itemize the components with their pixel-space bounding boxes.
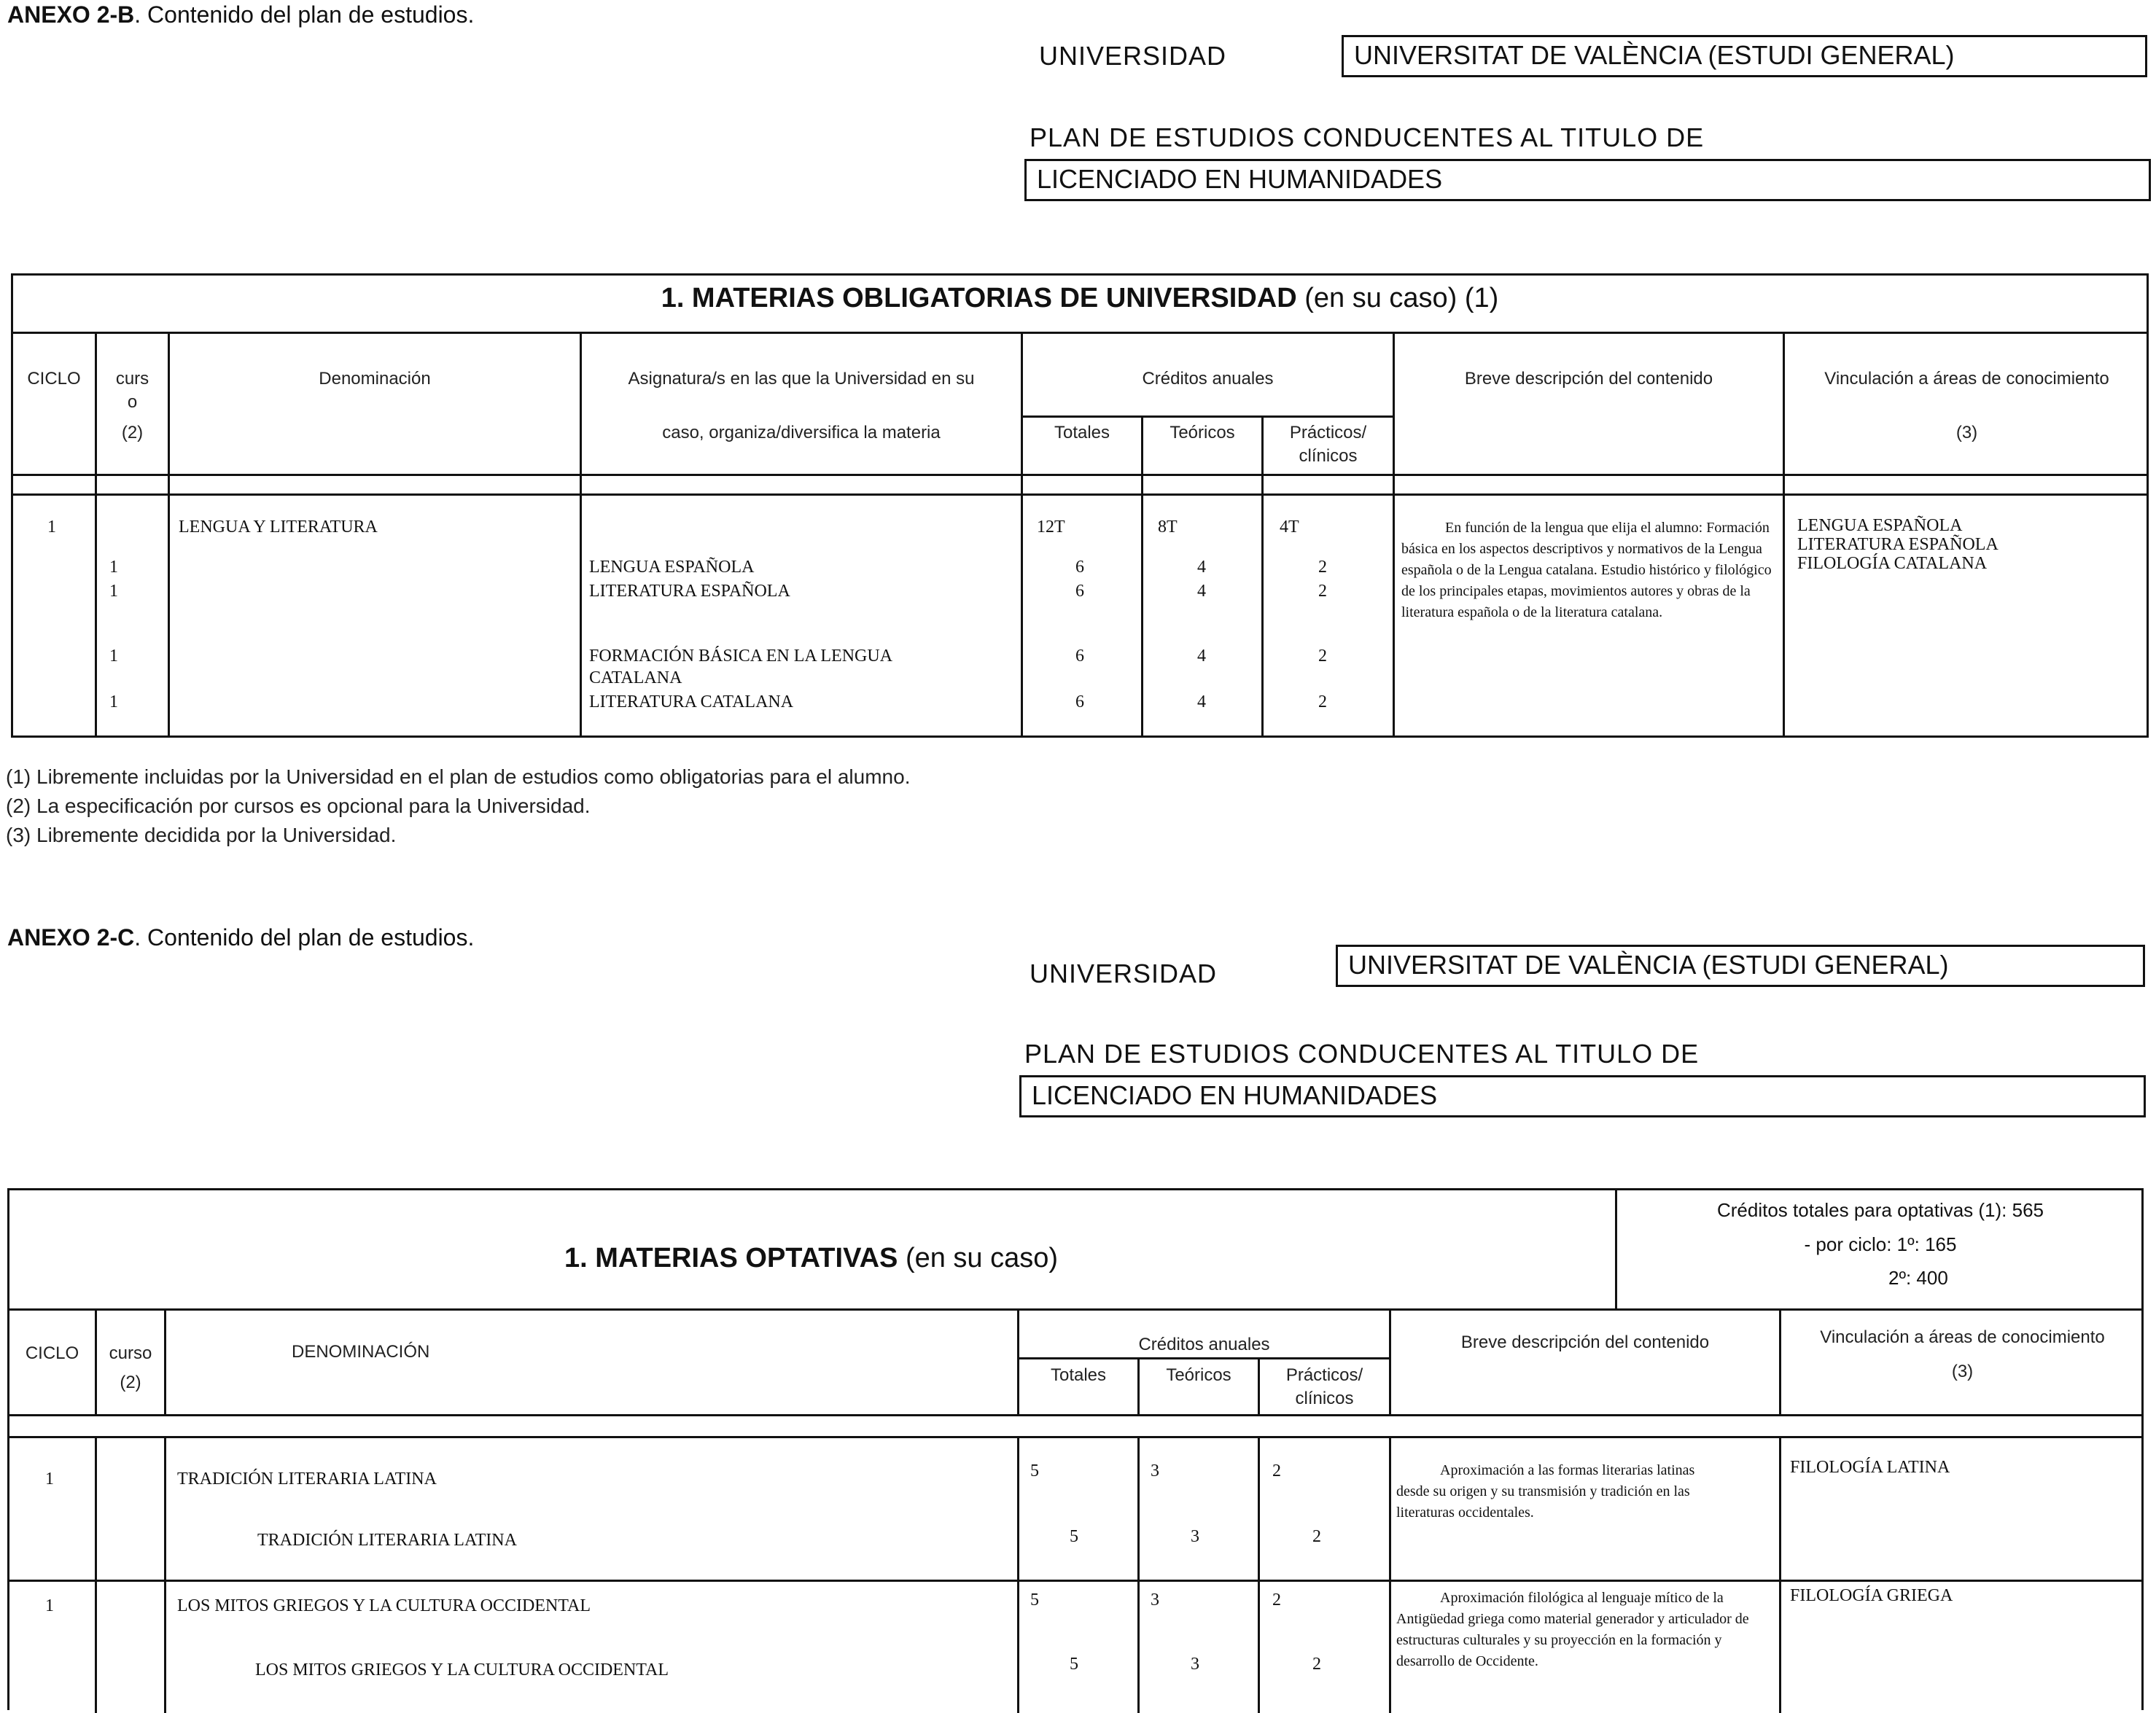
annex-b-asig-name: FORMACIÓN BÁSICA EN LA LENGUA — [589, 647, 893, 666]
annex-b-th-practicos-a: Prácticos/ — [1289, 423, 1367, 442]
annex-c-sub-name: LOS MITOS GRIEGOS Y LA CULTURA OCCIDENTAL — [255, 1661, 669, 1679]
annex-b-th-curso-c: (2) — [121, 423, 144, 442]
annex-b-obligatorias-table — [11, 273, 2149, 738]
annex-c-university-value: UNIVERSITAT DE VALÈNCIA (ESTUDI GENERAL) — [1336, 945, 2145, 987]
annex-b-th-ciclo: CICLO — [27, 369, 81, 389]
annex-c-materia-teoricos: 3 — [1151, 1462, 1159, 1480]
annex-b-asig-name: LITERATURA ESPAÑOLA — [589, 582, 790, 601]
annex-b-asig-practicos: 2 — [1318, 558, 1327, 577]
annex-c-th-vinculacion-a: Vinculación a áreas de conocimiento — [1820, 1327, 2105, 1347]
annex-b-materia-area-1: LENGUA ESPAÑOLA — [1797, 516, 1963, 535]
annex-b-th-asignatura-a: Asignatura/s en las que la Universidad en su — [628, 369, 975, 389]
annex-c-materia-area: FILOLOGÍA LATINA — [1790, 1458, 1950, 1477]
annex-c-section-title-bold: 1. MATERIAS OPTATIVAS — [564, 1243, 898, 1273]
annex-b-col-line — [1393, 332, 1395, 738]
annex-c-th-ciclo: CICLO — [25, 1343, 79, 1363]
annex-c-col-line — [1017, 1436, 1019, 1713]
annex-b-asig-name-line2: CATALANA — [589, 668, 682, 687]
annex-c-sub-totales: 5 — [1070, 1655, 1078, 1674]
annex-c-col-line — [164, 1436, 166, 1713]
annex-b-th-denominacion: Denominación — [319, 369, 431, 389]
annex-c-section-title — [7, 1243, 1615, 1274]
annex-c-col-line — [95, 1436, 97, 1713]
annex-b-asig-name: LENGUA ESPAÑOLA — [589, 558, 755, 577]
annex-c-materia-area: FILOLOGÍA GRIEGA — [1790, 1586, 1953, 1605]
annex-b-th-asignatura-b: caso, organiza/diversifica la materia — [662, 423, 941, 442]
annex-c-sub-teoricos: 3 — [1191, 1655, 1199, 1674]
annex-b-asig-totales: 6 — [1075, 647, 1084, 666]
annex-b-th-curso-b: o — [127, 392, 138, 412]
annex-c-materia-name: LOS MITOS GRIEGOS Y LA CULTURA OCCIDENTAL — [177, 1596, 591, 1615]
annex-b-th-descripcion: Breve descripción del contenido — [1464, 369, 1713, 389]
annex-c-col-line — [1389, 1308, 1391, 1414]
annex-b-materia-ciclo: 1 — [47, 518, 56, 536]
annex-b-th-totales: Totales — [1054, 423, 1110, 442]
annex-b-asig-teoricos: 4 — [1197, 647, 1206, 666]
annex-c-materia-description: Aproximación filológica al lenguaje mítico de la Antigüedad griega como material generador y articulador de estructuras culturales y su proyección en la formación y desarrollo de Occidente. — [1396, 1590, 1749, 1669]
annex-c-col-line — [164, 1308, 166, 1414]
annex-b-asig-totales: 6 — [1075, 692, 1084, 711]
annex-b-col-line — [580, 332, 582, 738]
annex-c-sub-name: TRADICIÓN LITERARIA LATINA — [257, 1531, 517, 1550]
annex-c-col-line — [1779, 1436, 1781, 1713]
annex-c-materia-practicos: 2 — [1272, 1591, 1281, 1609]
annex-c-section-title-rest: (en su caso) — [898, 1243, 1059, 1273]
annex-c-title-rest: . Contenido del plan de estudios. — [134, 924, 475, 951]
annex-b-footnote-1: (1) Libremente incluidas por la Universidad en el plan de estudios como obligatorias para el alumno. — [6, 765, 911, 788]
annex-b-header-divider-bottom — [11, 493, 2149, 496]
annex-c-materia-teoricos: 3 — [1151, 1591, 1159, 1609]
annex-b-asig-totales: 6 — [1075, 582, 1084, 601]
annex-c-credits-total: Créditos totales para optativas (1): 565 — [1716, 1199, 2044, 1221]
annex-c-th-practicos-a: Prácticos/ — [1285, 1365, 1363, 1385]
annex-c-col-line — [1258, 1436, 1260, 1713]
annex-b-footnote-2: (2) La especificación por cursos es opcional para la Universidad. — [6, 795, 591, 817]
annex-c-title-divider — [7, 1308, 2144, 1311]
annex-b-materia-description: En función de la lengua que elija el alumno: Formación básica en los aspectos descriptivos y normativos de la Lengua española o de la Lengua catalana. Estudio histórico y filológico de los principales etapas, movimientos autores y obras de la literatura española o de la literatura catalana. — [1401, 520, 1772, 620]
annex-b-university-value: UNIVERSITAT DE VALÈNCIA (ESTUDI GENERAL) — [1342, 35, 2147, 77]
annex-c-th-vinculacion-b: (3) — [1951, 1362, 1974, 1381]
annex-c-materia-name: TRADICIÓN LITERARIA LATINA — [177, 1470, 437, 1488]
annex-b-title-bold: ANEXO 2-B — [7, 1, 135, 28]
annex-b-materia-teoricos: 8T — [1158, 518, 1178, 536]
annex-b-th-practicos-b: clínicos — [1299, 446, 1358, 466]
annex-c-col-line — [1017, 1308, 1019, 1414]
annex-c-credits-ciclo1: - por ciclo: 1º: 165 — [1804, 1233, 1957, 1255]
annex-b-col-line — [1021, 332, 1023, 738]
annex-c-th-practicos-b: clínicos — [1295, 1389, 1354, 1408]
annex-c-title — [7, 924, 474, 951]
annex-b-plan-label: PLAN DE ESTUDIOS CONDUCENTES AL TITULO DE — [1030, 122, 1705, 152]
annex-c-credits-ciclo2: 2º: 400 — [1888, 1267, 1948, 1289]
annex-c-credits-divider — [1017, 1357, 1389, 1359]
annex-b-asig-teoricos: 4 — [1197, 582, 1206, 601]
annex-b-th-creditos: Créditos anuales — [1142, 369, 1274, 389]
annex-b-section-title-bold: 1. MATERIAS OBLIGATORIAS DE UNIVERSIDAD — [661, 283, 1297, 313]
annex-b-materia-area-3: FILOLOGÍA CATALANA — [1797, 554, 1988, 573]
annex-c-th-totales: Totales — [1050, 1365, 1107, 1385]
annex-c-sub-teoricos: 3 — [1191, 1527, 1199, 1546]
annex-b-materia-totales: 12T — [1037, 518, 1065, 536]
annex-b-asig-practicos: 2 — [1318, 692, 1327, 711]
annex-b-asig-curso: 1 — [109, 582, 118, 601]
annex-c-materia-description: Aproximación a las formas literarias latinas desde su origen y su transmisión y tradición en las literaturas occidentales. — [1396, 1462, 1695, 1521]
annex-c-col-line — [1389, 1436, 1391, 1713]
annex-c-sub-practicos: 2 — [1312, 1527, 1321, 1546]
annex-b-asig-curso: 1 — [109, 692, 118, 711]
annex-c-materia-practicos: 2 — [1272, 1462, 1281, 1480]
annex-b-materia-name: LENGUA Y LITERATURA — [179, 518, 378, 536]
annex-c-title-bold: ANEXO 2-C — [7, 924, 135, 951]
annex-b-asig-curso: 1 — [109, 558, 118, 577]
annex-c-plan-label: PLAN DE ESTUDIOS CONDUCENTES AL TITULO DE — [1024, 1039, 1700, 1069]
annex-b-asig-curso: 1 — [109, 647, 118, 666]
annex-c-materia-ciclo: 1 — [45, 1596, 54, 1615]
annex-b-asig-teoricos: 4 — [1197, 692, 1206, 711]
annex-c-th-teoricos: Teóricos — [1166, 1365, 1231, 1385]
annex-b-th-curso-a: curs — [115, 369, 149, 389]
annex-b-materia-practicos: 4T — [1280, 518, 1299, 536]
annex-c-materia-totales: 5 — [1030, 1462, 1039, 1480]
annex-b-asig-practicos: 2 — [1318, 582, 1327, 601]
annex-b-col-line — [1141, 415, 1143, 738]
annex-c-th-curso-b: (2) — [120, 1373, 141, 1392]
annex-c-th-creditos: Créditos anuales — [1138, 1335, 1270, 1354]
annex-b-section-title-rest: (en su caso) (1) — [1296, 283, 1499, 313]
annex-c-university-label: UNIVERSIDAD — [1030, 959, 1218, 988]
annex-b-col-line — [168, 332, 170, 738]
annex-b-th-vinculacion-a: Vinculación a áreas de conocimiento — [1824, 369, 2109, 389]
annex-c-col-line — [1137, 1436, 1140, 1713]
annex-b-footnote-3: (3) Libremente decidida por la Universidad. — [6, 824, 397, 846]
annex-b-title — [7, 1, 474, 28]
annex-b-asig-teoricos: 4 — [1197, 558, 1206, 577]
annex-c-materia-ciclo: 1 — [45, 1470, 54, 1488]
annex-b-credits-divider — [1021, 415, 1393, 418]
annex-c-sub-totales: 5 — [1070, 1527, 1078, 1546]
annex-b-plan-value: LICENCIADO EN HUMANIDADES — [1024, 159, 2151, 201]
annex-c-th-denominacion: DENOMINACIÓN — [292, 1342, 430, 1362]
annex-b-th-vinculacion-b: (3) — [1955, 423, 1978, 442]
annex-b-asig-name: LITERATURA CATALANA — [589, 692, 794, 711]
annex-b-asig-totales: 6 — [1075, 558, 1084, 577]
annex-b-title-rest: . Contenido del plan de estudios. — [134, 1, 475, 28]
annex-b-materia-area-2: LITERATURA ESPAÑOLA — [1797, 535, 1999, 554]
annex-c-th-curso-a: curso — [109, 1343, 152, 1363]
annex-c-header-divider — [7, 1414, 2144, 1416]
annex-c-materia-totales: 5 — [1030, 1591, 1039, 1609]
annex-c-th-descripcion: Breve descripción del contenido — [1460, 1332, 1710, 1352]
annex-b-header-divider-top — [11, 474, 2149, 476]
annex-b-title-divider — [11, 332, 2149, 334]
annex-b-col-line — [1783, 332, 1785, 738]
annex-c-sub-practicos: 2 — [1312, 1655, 1321, 1674]
annex-b-th-teoricos: Teóricos — [1170, 423, 1235, 442]
annex-b-university-label: UNIVERSIDAD — [1039, 41, 1227, 71]
annex-c-plan-value: LICENCIADO EN HUMANIDADES — [1019, 1075, 2146, 1117]
annex-b-section-title — [11, 283, 2149, 314]
annex-b-asig-practicos: 2 — [1318, 647, 1327, 666]
